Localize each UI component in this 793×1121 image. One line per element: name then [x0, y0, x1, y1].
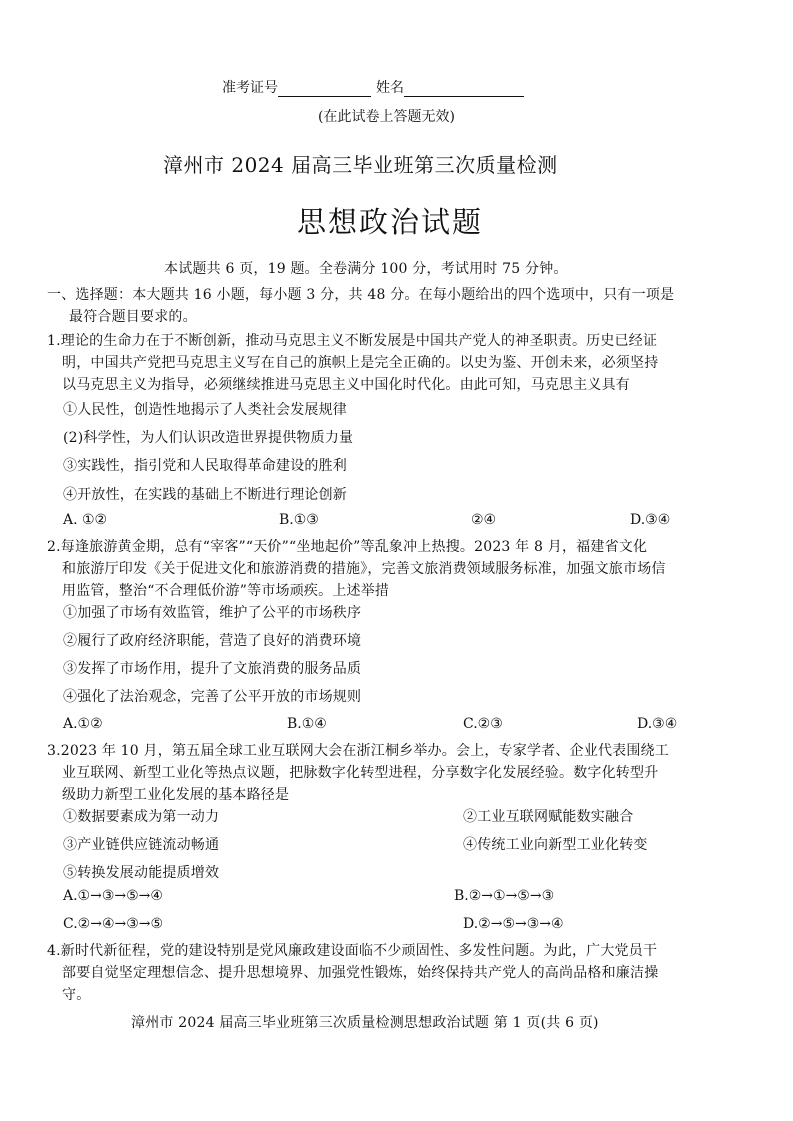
name-label: 姓名	[376, 80, 404, 96]
question-text: 业互联网、新型工业化等热点议题，把脉数字化转型进程，分享数字化发展经验。数字化转型升	[62, 765, 659, 781]
statement-item: ③产业链供应链流动畅通	[63, 837, 220, 853]
statement-item: ④强化了法治观念，完善了公平开放的市场规则	[63, 689, 362, 705]
name-blank	[404, 82, 524, 97]
question-text: 2.每逢旅游黄金期，总有“宰客”“天价”“坐地起价”等乱象冲上热搜。2023 年 8 月，福建省文化	[47, 539, 648, 555]
question-text: 4.新时代新征程，党的建设特别是党风廉政建设面临不少顽固性、多发性问题。为此，广大党员干	[47, 943, 658, 959]
question-text: 用监管，整治“不合理低价游”等市场顽疾。上述举措	[62, 583, 390, 599]
option-c: ②④	[471, 512, 497, 528]
option-d: D.②→⑤→③→④	[463, 916, 564, 932]
statement-item: ④开放性，在实践的基础上不断进行理论创新	[63, 487, 347, 503]
section-heading-cont: 最符合题目要求的。	[69, 309, 197, 325]
statement-item: ④传统工业向新型工业化转变	[463, 837, 648, 853]
option-a: A.①→③→⑤→④	[63, 888, 163, 904]
exam-id-field	[222, 77, 371, 97]
question-text: 守。	[62, 987, 91, 1003]
question-text: 3.2023 年 10 月，第五届全球工业互联网大会在浙江桐乡举办。会上，专家学者、企业代表围绕工	[47, 743, 669, 759]
statement-item: ③实践性，指引党和人民取得革命建设的胜利	[63, 458, 347, 474]
section-heading: 一、选择题：本大题共 16 小题，每小题 3 分，共 48 分。在每小题给出的四个选项中，只有一项是	[47, 287, 675, 303]
option-b: B.②→①→⑤→③	[454, 888, 555, 904]
name-field	[376, 77, 524, 97]
statement-item: ③发挥了市场作用，提升了文旅消费的服务品质	[63, 661, 362, 677]
statement-item: ⑤转换发展动能提质增效	[63, 865, 220, 881]
question-text: 部要自觉坚定理想信念、提升思想境界、加强党性锻炼，始终保持共产党人的高尚品格和廉洁操	[62, 965, 659, 981]
statement-item: ②履行了政府经济职能，营造了良好的消费环境	[63, 633, 362, 649]
question-text: 1.理论的生命力在于不断创新，推动马克思主义不断发展是中国共产党人的神圣职责。历史已经证	[47, 333, 658, 349]
subject-title: 思想政治试题	[297, 205, 484, 239]
page-footer: 漳州市 2024 届高三毕业班第三次质量检测思想政治试题 第 1 页(共 6 页)	[131, 1015, 599, 1031]
statement-item: ①人民性，创造性地揭示了人类社会发展规律	[63, 402, 347, 418]
statement-item: ①加强了市场有效监管，维护了公平的市场秩序	[63, 605, 362, 621]
exam-intro: 本试题共 6 页，19 题。全卷满分 100 分，考试用时 75 分钟。	[164, 261, 568, 277]
option-a: A.①②	[63, 716, 103, 732]
question-text: 以马克思主义为指导，必须继续推进马克思主义中国化时代化。由此可知，马克思主义具有	[62, 377, 630, 393]
statement-item: ②工业互联网赋能数实融合	[463, 809, 634, 825]
exam-id-blank	[278, 82, 371, 97]
exam-id-label: 准考证号	[222, 80, 278, 96]
option-b: B.①④	[287, 716, 327, 732]
question-text: 级助力新型工业化发展的基本路径是	[62, 787, 290, 803]
option-b: B.①③	[279, 512, 319, 528]
option-c: C.②→④→③→⑤	[63, 916, 164, 932]
option-d: D.③④	[630, 512, 671, 528]
question-text: 明，中国共产党把马克思主义写在自己的旗帜上是完全正确的。以史为鉴、开创未来，必须坚持	[62, 355, 659, 371]
exam-title: 漳州市 2024 届高三毕业班第三次质量检测	[163, 153, 558, 177]
statement-item: ①数据要素成为第一动力	[63, 809, 220, 825]
statement-item: (2)科学性，为人们认识改造世界提供物质力量	[63, 430, 354, 446]
option-c: C.②③	[463, 716, 503, 732]
option-d: D.③④	[637, 716, 678, 732]
option-a: A. ①②	[63, 512, 108, 528]
answer-notice: (在此试卷上答题无效)	[318, 109, 455, 125]
question-text: 和旅游厅印发《关于促进文化和旅游消费的措施》，完善文旅消费领域服务标准，加强文旅市场信	[62, 561, 666, 577]
